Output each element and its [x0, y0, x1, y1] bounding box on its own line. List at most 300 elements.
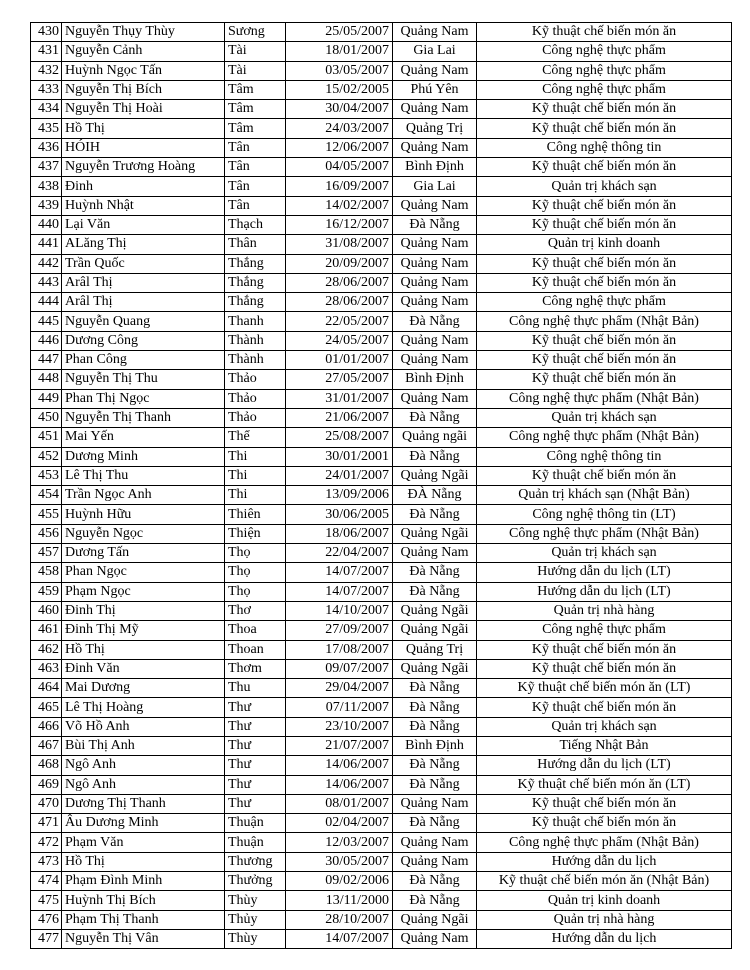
last-name-cell: Ngô Anh [62, 775, 225, 794]
row-number-cell: 433 [31, 80, 62, 99]
row-number-cell: 447 [31, 351, 62, 370]
major-cell: Kỹ thuật chế biến món ăn [477, 698, 732, 717]
major-cell: Kỹ thuật chế biến món ăn [477, 814, 732, 833]
first-name-cell: Thắng [225, 293, 286, 312]
province-cell: Quảng Nam [393, 794, 477, 813]
major-cell: Kỹ thuật chế biến món ăn [477, 158, 732, 177]
first-name-cell: Thể [225, 428, 286, 447]
first-name-cell: Thân [225, 235, 286, 254]
last-name-cell: Trần Ngọc Anh [62, 486, 225, 505]
province-cell: Quảng Trị [393, 119, 477, 138]
row-number-cell: 437 [31, 158, 62, 177]
birth-date-cell: 16/12/2007 [286, 215, 393, 234]
student-table [30, 22, 732, 949]
row-number-cell: 449 [31, 389, 62, 408]
province-cell: Bình Định [393, 370, 477, 389]
row-number-cell: 451 [31, 428, 62, 447]
first-name-cell: Thơm [225, 659, 286, 678]
birth-date-cell: 14/06/2007 [286, 775, 393, 794]
first-name-cell: Thọ [225, 544, 286, 563]
table-row [31, 775, 732, 794]
table-row [31, 273, 732, 292]
table-row [31, 100, 732, 119]
row-number-cell: 476 [31, 910, 62, 929]
major-cell: Kỹ thuật chế biến món ăn [477, 331, 732, 350]
row-number-cell: 454 [31, 486, 62, 505]
first-name-cell: Thảo [225, 408, 286, 427]
table-row [31, 331, 732, 350]
table-row [31, 544, 732, 563]
first-name-cell: Tân [225, 177, 286, 196]
row-number-cell: 473 [31, 852, 62, 871]
birth-date-cell: 14/06/2007 [286, 756, 393, 775]
row-number-cell: 458 [31, 563, 62, 582]
table-row [31, 447, 732, 466]
table-row [31, 601, 732, 620]
first-name-cell: Thảo [225, 389, 286, 408]
last-name-cell: Phạm Văn [62, 833, 225, 852]
table-row [31, 679, 732, 698]
first-name-cell: Thắng [225, 254, 286, 273]
last-name-cell: Lê Thị Thu [62, 466, 225, 485]
row-number-cell: 443 [31, 273, 62, 292]
province-cell: Quảng Nam [393, 833, 477, 852]
last-name-cell: Lê Thị Hoàng [62, 698, 225, 717]
major-cell: Công nghệ thực phẩm (Nhật Bản) [477, 389, 732, 408]
province-cell: Quảng Nam [393, 852, 477, 871]
first-name-cell: Tân [225, 196, 286, 215]
table-row [31, 293, 732, 312]
birth-date-cell: 14/02/2007 [286, 196, 393, 215]
major-cell: Tiếng Nhật Bản [477, 736, 732, 755]
birth-date-cell: 27/09/2007 [286, 621, 393, 640]
major-cell: Kỹ thuật chế biến món ăn [477, 215, 732, 234]
last-name-cell: Huỳnh Thị Bích [62, 891, 225, 910]
first-name-cell: Thuận [225, 814, 286, 833]
birth-date-cell: 25/08/2007 [286, 428, 393, 447]
first-name-cell: Thu [225, 679, 286, 698]
last-name-cell: Âu Dương Minh [62, 814, 225, 833]
major-cell: Công nghệ thực phẩm (Nhật Bản) [477, 312, 732, 331]
table-row [31, 582, 732, 601]
first-name-cell: Thư [225, 698, 286, 717]
last-name-cell: Dương Công [62, 331, 225, 350]
first-name-cell: Tân [225, 138, 286, 157]
row-number-cell: 466 [31, 717, 62, 736]
province-cell: Quảng Nam [393, 331, 477, 350]
first-name-cell: Sương [225, 23, 286, 42]
table-row [31, 42, 732, 61]
major-cell: Công nghệ thông tin [477, 138, 732, 157]
birth-date-cell: 07/11/2007 [286, 698, 393, 717]
table-row [31, 312, 732, 331]
first-name-cell: Tâm [225, 119, 286, 138]
table-row [31, 428, 732, 447]
first-name-cell: Thiên [225, 505, 286, 524]
province-cell: Đà Nẵng [393, 215, 477, 234]
table-row [31, 196, 732, 215]
first-name-cell: Thư [225, 775, 286, 794]
province-cell: Quảng Nam [393, 235, 477, 254]
row-number-cell: 472 [31, 833, 62, 852]
major-cell: Kỹ thuật chế biến món ăn (LT) [477, 679, 732, 698]
major-cell: Công nghệ thực phẩm [477, 621, 732, 640]
first-name-cell: Thành [225, 331, 286, 350]
first-name-cell: Thi [225, 466, 286, 485]
birth-date-cell: 29/04/2007 [286, 679, 393, 698]
major-cell: Kỹ thuật chế biến món ăn [477, 466, 732, 485]
first-name-cell: Thanh [225, 312, 286, 331]
last-name-cell: Võ Hồ Anh [62, 717, 225, 736]
first-name-cell: Thọ [225, 563, 286, 582]
row-number-cell: 465 [31, 698, 62, 717]
last-name-cell: Huỳnh Ngọc Tấn [62, 61, 225, 80]
major-cell: Kỹ thuật chế biến món ăn [477, 100, 732, 119]
first-name-cell: Tân [225, 158, 286, 177]
province-cell: Quảng Nam [393, 389, 477, 408]
province-cell: ĐÀ Nẵng [393, 486, 477, 505]
province-cell: Quảng Nam [393, 544, 477, 563]
first-name-cell: Thương [225, 852, 286, 871]
table-row [31, 621, 732, 640]
province-cell: Bình Định [393, 736, 477, 755]
table-row [31, 370, 732, 389]
table-row [31, 698, 732, 717]
table-row [31, 659, 732, 678]
last-name-cell: Nguyễn Ngọc [62, 524, 225, 543]
table-row [31, 505, 732, 524]
first-name-cell: Thảo [225, 370, 286, 389]
row-number-cell: 441 [31, 235, 62, 254]
birth-date-cell: 03/05/2007 [286, 61, 393, 80]
last-name-cell: Nguyễn Trương Hoàng [62, 158, 225, 177]
province-cell: Đà Nẵng [393, 447, 477, 466]
birth-date-cell: 13/09/2006 [286, 486, 393, 505]
province-cell: Phú Yên [393, 80, 477, 99]
row-number-cell: 448 [31, 370, 62, 389]
last-name-cell: Đinh Văn [62, 659, 225, 678]
major-cell: Công nghệ thực phẩm [477, 42, 732, 61]
first-name-cell: Thiện [225, 524, 286, 543]
province-cell: Quảng Nam [393, 61, 477, 80]
birth-date-cell: 14/07/2007 [286, 929, 393, 948]
last-name-cell: Phạm Ngọc [62, 582, 225, 601]
last-name-cell: Phan Thị Ngọc [62, 389, 225, 408]
last-name-cell: Đinh Thị Mỹ [62, 621, 225, 640]
province-cell: Quảng Ngãi [393, 659, 477, 678]
birth-date-cell: 28/10/2007 [286, 910, 393, 929]
student-table-body [31, 23, 732, 949]
major-cell: Công nghệ thông tin [477, 447, 732, 466]
birth-date-cell: 30/04/2007 [286, 100, 393, 119]
row-number-cell: 456 [31, 524, 62, 543]
first-name-cell: Tài [225, 61, 286, 80]
birth-date-cell: 16/09/2007 [286, 177, 393, 196]
first-name-cell: Thưởng [225, 872, 286, 891]
last-name-cell: Nguyễn Thị Hoài [62, 100, 225, 119]
row-number-cell: 459 [31, 582, 62, 601]
birth-date-cell: 30/01/2001 [286, 447, 393, 466]
table-row [31, 717, 732, 736]
major-cell: Công nghệ thực phẩm [477, 61, 732, 80]
province-cell: Quảng Nam [393, 23, 477, 42]
row-number-cell: 440 [31, 215, 62, 234]
last-name-cell: ALăng Thị [62, 235, 225, 254]
birth-date-cell: 14/07/2007 [286, 563, 393, 582]
table-row [31, 891, 732, 910]
province-cell: Đà Nẵng [393, 679, 477, 698]
last-name-cell: Dương Minh [62, 447, 225, 466]
first-name-cell: Thoa [225, 621, 286, 640]
last-name-cell: Phạm Thị Thanh [62, 910, 225, 929]
birth-date-cell: 04/05/2007 [286, 158, 393, 177]
first-name-cell: Thi [225, 486, 286, 505]
first-name-cell: Thành [225, 351, 286, 370]
province-cell: Quảng Ngãi [393, 910, 477, 929]
table-row [31, 158, 732, 177]
row-number-cell: 462 [31, 640, 62, 659]
table-row [31, 177, 732, 196]
major-cell: Công nghệ thực phẩm (Nhật Bản) [477, 428, 732, 447]
last-name-cell: Bùi Thị Anh [62, 736, 225, 755]
last-name-cell: Phan Công [62, 351, 225, 370]
table-row [31, 235, 732, 254]
last-name-cell: Ngô Anh [62, 756, 225, 775]
last-name-cell: Arâl Thị [62, 293, 225, 312]
row-number-cell: 455 [31, 505, 62, 524]
last-name-cell: Huỳnh Hữu [62, 505, 225, 524]
major-cell: Công nghệ thực phẩm (Nhật Bản) [477, 833, 732, 852]
first-name-cell: Tâm [225, 80, 286, 99]
last-name-cell: Arâl Thị [62, 273, 225, 292]
row-number-cell: 445 [31, 312, 62, 331]
major-cell: Quản trị khách sạn [477, 544, 732, 563]
birth-date-cell: 31/08/2007 [286, 235, 393, 254]
table-row [31, 466, 732, 485]
province-cell: Đà Nẵng [393, 505, 477, 524]
major-cell: Kỹ thuật chế biến món ăn [477, 370, 732, 389]
major-cell: Công nghệ thực phẩm [477, 80, 732, 99]
last-name-cell: Hồ Thị [62, 852, 225, 871]
table-row [31, 254, 732, 273]
province-cell: Gia Lai [393, 177, 477, 196]
birth-date-cell: 09/07/2007 [286, 659, 393, 678]
table-row [31, 833, 732, 852]
major-cell: Quản trị kinh doanh [477, 891, 732, 910]
major-cell: Hướng dẫn du lịch (LT) [477, 582, 732, 601]
table-row [31, 351, 732, 370]
row-number-cell: 469 [31, 775, 62, 794]
major-cell: Kỹ thuật chế biến món ăn [477, 659, 732, 678]
table-row [31, 814, 732, 833]
birth-date-cell: 15/02/2005 [286, 80, 393, 99]
first-name-cell: Thùy [225, 891, 286, 910]
last-name-cell: Mai Dương [62, 679, 225, 698]
row-number-cell: 452 [31, 447, 62, 466]
birth-date-cell: 25/05/2007 [286, 23, 393, 42]
row-number-cell: 450 [31, 408, 62, 427]
row-number-cell: 474 [31, 872, 62, 891]
province-cell: Quảng Nam [393, 293, 477, 312]
row-number-cell: 444 [31, 293, 62, 312]
major-cell: Quản trị kinh doanh [477, 235, 732, 254]
last-name-cell: Hồ Thị [62, 119, 225, 138]
table-row [31, 872, 732, 891]
first-name-cell: Thi [225, 447, 286, 466]
birth-date-cell: 27/05/2007 [286, 370, 393, 389]
province-cell: Quảng Trị [393, 640, 477, 659]
last-name-cell: Dương Tấn [62, 544, 225, 563]
major-cell: Quản trị khách sạn [477, 717, 732, 736]
table-row [31, 61, 732, 80]
first-name-cell: Thư [225, 736, 286, 755]
row-number-cell: 477 [31, 929, 62, 948]
student-list-sheet [30, 22, 732, 949]
last-name-cell: Phan Ngọc [62, 563, 225, 582]
birth-date-cell: 24/05/2007 [286, 331, 393, 350]
birth-date-cell: 12/06/2007 [286, 138, 393, 157]
first-name-cell: Thuận [225, 833, 286, 852]
province-cell: Đà Nẵng [393, 312, 477, 331]
province-cell: Quảng Ngãi [393, 466, 477, 485]
major-cell: Kỹ thuật chế biến món ăn [477, 119, 732, 138]
table-row [31, 408, 732, 427]
last-name-cell: Dương Thị Thanh [62, 794, 225, 813]
province-cell: Gia Lai [393, 42, 477, 61]
province-cell: Quảng Nam [393, 351, 477, 370]
birth-date-cell: 31/01/2007 [286, 389, 393, 408]
last-name-cell: Nguyễn Thị Thu [62, 370, 225, 389]
province-cell: Đà Nẵng [393, 582, 477, 601]
province-cell: Quảng Ngãi [393, 524, 477, 543]
birth-date-cell: 08/01/2007 [286, 794, 393, 813]
last-name-cell: Nguyễn Thị Bích [62, 80, 225, 99]
first-name-cell: Thọ [225, 582, 286, 601]
row-number-cell: 453 [31, 466, 62, 485]
province-cell: Đà Nẵng [393, 563, 477, 582]
province-cell: Đà Nẵng [393, 408, 477, 427]
row-number-cell: 432 [31, 61, 62, 80]
table-row [31, 486, 732, 505]
first-name-cell: Thùy [225, 929, 286, 948]
province-cell: Quảng Ngãi [393, 601, 477, 620]
row-number-cell: 468 [31, 756, 62, 775]
row-number-cell: 434 [31, 100, 62, 119]
birth-date-cell: 20/09/2007 [286, 254, 393, 273]
birth-date-cell: 02/04/2007 [286, 814, 393, 833]
birth-date-cell: 24/03/2007 [286, 119, 393, 138]
major-cell: Công nghệ thông tin (LT) [477, 505, 732, 524]
first-name-cell: Thư [225, 756, 286, 775]
birth-date-cell: 23/10/2007 [286, 717, 393, 736]
row-number-cell: 471 [31, 814, 62, 833]
table-row [31, 119, 732, 138]
province-cell: Quảng ngãi [393, 428, 477, 447]
last-name-cell: Đinh Thị [62, 601, 225, 620]
table-row [31, 80, 732, 99]
last-name-cell: Hồ Thị [62, 640, 225, 659]
major-cell: Quản trị khách sạn [477, 408, 732, 427]
last-name-cell: HÓIH [62, 138, 225, 157]
row-number-cell: 435 [31, 119, 62, 138]
last-name-cell: Nguyễn Quang [62, 312, 225, 331]
table-row [31, 138, 732, 157]
birth-date-cell: 14/10/2007 [286, 601, 393, 620]
table-row [31, 563, 732, 582]
last-name-cell: Nguyễn Thụy Thùy [62, 23, 225, 42]
last-name-cell: Lại Văn [62, 215, 225, 234]
major-cell: Hướng dẫn du lịch (LT) [477, 563, 732, 582]
first-name-cell: Thơ [225, 601, 286, 620]
major-cell: Kỹ thuật chế biến món ăn [477, 794, 732, 813]
province-cell: Đà Nẵng [393, 872, 477, 891]
province-cell: Quảng Nam [393, 196, 477, 215]
row-number-cell: 461 [31, 621, 62, 640]
birth-date-cell: 17/08/2007 [286, 640, 393, 659]
first-name-cell: Thư [225, 717, 286, 736]
last-name-cell: Phạm Đình Minh [62, 872, 225, 891]
major-cell: Kỹ thuật chế biến món ăn [477, 254, 732, 273]
major-cell: Kỹ thuật chế biến món ăn (Nhật Bản) [477, 872, 732, 891]
row-number-cell: 439 [31, 196, 62, 215]
birth-date-cell: 28/06/2007 [286, 293, 393, 312]
major-cell: Quản trị khách sạn [477, 177, 732, 196]
table-row [31, 756, 732, 775]
birth-date-cell: 12/03/2007 [286, 833, 393, 852]
province-cell: Đà Nẵng [393, 756, 477, 775]
last-name-cell: Đinh [62, 177, 225, 196]
table-row [31, 389, 732, 408]
last-name-cell: Trần Quốc [62, 254, 225, 273]
birth-date-cell: 30/05/2007 [286, 852, 393, 871]
row-number-cell: 442 [31, 254, 62, 273]
birth-date-cell: 22/05/2007 [286, 312, 393, 331]
birth-date-cell: 18/01/2007 [286, 42, 393, 61]
major-cell: Quản trị nhà hàng [477, 910, 732, 929]
province-cell: Quảng Nam [393, 929, 477, 948]
table-row [31, 929, 732, 948]
first-name-cell: Thủy [225, 910, 286, 929]
last-name-cell: Nguyễn Cảnh [62, 42, 225, 61]
last-name-cell: Huỳnh Nhật [62, 196, 225, 215]
table-row [31, 23, 732, 42]
birth-date-cell: 21/07/2007 [286, 736, 393, 755]
table-row [31, 524, 732, 543]
row-number-cell: 475 [31, 891, 62, 910]
birth-date-cell: 21/06/2007 [286, 408, 393, 427]
row-number-cell: 431 [31, 42, 62, 61]
birth-date-cell: 14/07/2007 [286, 582, 393, 601]
major-cell: Kỹ thuật chế biến món ăn [477, 23, 732, 42]
province-cell: Quảng Nam [393, 100, 477, 119]
province-cell: Bình Định [393, 158, 477, 177]
row-number-cell: 460 [31, 601, 62, 620]
major-cell: Kỹ thuật chế biến món ăn (LT) [477, 775, 732, 794]
row-number-cell: 464 [31, 679, 62, 698]
row-number-cell: 457 [31, 544, 62, 563]
last-name-cell: Nguyễn Thị Thanh [62, 408, 225, 427]
major-cell: Công nghệ thực phẩm [477, 293, 732, 312]
birth-date-cell: 18/06/2007 [286, 524, 393, 543]
birth-date-cell: 01/01/2007 [286, 351, 393, 370]
province-cell: Đà Nẵng [393, 698, 477, 717]
birth-date-cell: 22/04/2007 [286, 544, 393, 563]
major-cell: Kỹ thuật chế biến món ăn [477, 273, 732, 292]
first-name-cell: Tâm [225, 100, 286, 119]
province-cell: Đà Nẵng [393, 891, 477, 910]
birth-date-cell: 09/02/2006 [286, 872, 393, 891]
row-number-cell: 467 [31, 736, 62, 755]
